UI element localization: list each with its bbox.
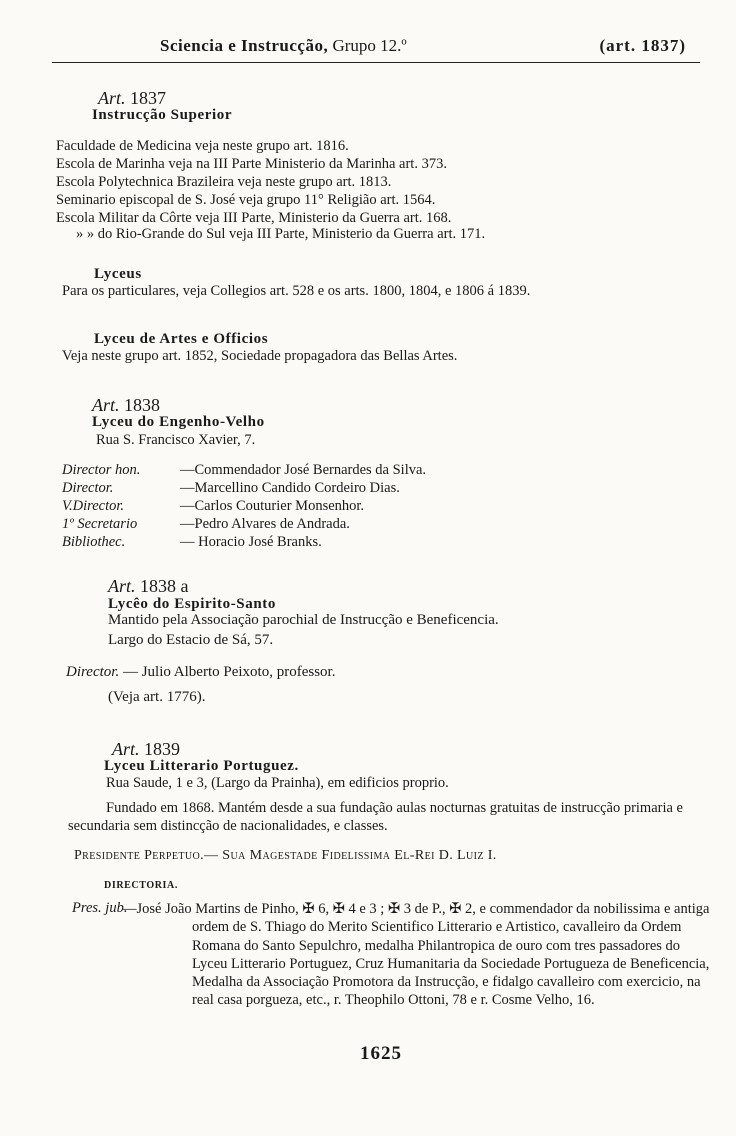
see-reference: (Veja art. 1776). (108, 689, 206, 705)
list-item: » » do Rio-Grande do Sul veja III Parte, Ministerio da Guerra art. 171. (76, 226, 486, 242)
address: Largo do Estacio de Sá, 57. (108, 632, 274, 648)
header-article: (art. 1837) (599, 36, 686, 55)
art-label: Art. (98, 88, 126, 108)
director-list (62, 462, 426, 552)
section-title-lyceus: Lyceus (94, 266, 142, 282)
art-1839-heading (112, 739, 180, 760)
art-number: 1838 a (140, 576, 189, 596)
director-row (62, 498, 426, 516)
list-item: Seminario episcopal de S. José veja grupo 11° Religião art. 1564. (56, 192, 436, 208)
art-label: Art. (108, 576, 136, 596)
director-line (66, 664, 335, 681)
art-1838a-heading (108, 576, 189, 597)
director-row (62, 516, 426, 534)
section-title-instrucao: Instrucção Superior (92, 107, 233, 123)
artes-text: Veja neste grupo art. 1852, Sociedade propagadora das Bellas Artes. (62, 348, 458, 364)
pres-jub-text: —José João Martins de Pinho, ✠ 6, ✠ 4 e 3 ; ✠ 3 de P., ✠ 2, e commendador da nobilissima e antiga ordem de S. Thiago do Merito Scientifico Litterario e Artistico, cavalleiro da Ordem Romana do Santo Sepulchro, medalha Philantropica de ouro com tres passadores do Lyceu Litterario Portuguez, Cruz Humanitaria da Sociedade Portugueza de Beneficencia, Medalha da Associação Promotora da Instrucção, e fidalgo cavalleiro com exercicio, na real casa porgueza, etc., r. Theophilo Ottoni, 78 e r. Cosme Velho, 16. (122, 901, 710, 1009)
art-number: 1838 (124, 395, 161, 415)
section-title-espirito-santo: Lycêo do Espirito-Santo (108, 596, 276, 612)
director-role: Director. (62, 480, 114, 496)
list-item: Escola Polytechnica Brazileira veja neste grupo art. 1813. (56, 174, 392, 190)
section-title-engenho-velho: Lyceu do Engenho-Velho (92, 414, 265, 430)
lyceus-text: Para os particulares, veja Collegios art. 528 e os arts. 1800, 1804, e 1806 á 1839. (62, 283, 531, 299)
art-number: 1837 (130, 88, 167, 108)
maintained-by: Mantido pela Associação parochial de Instrucção e Beneficencia. (108, 612, 499, 628)
address: Rua S. Francisco Xavier, 7. (96, 432, 256, 448)
directoria-label: DIRECTORIA. (104, 880, 178, 891)
director-role: Bibliothec. (62, 534, 126, 550)
section-title-litterario: Lyceu Litterario Portuguez. (104, 758, 299, 774)
header-rule (52, 62, 700, 63)
director-row (62, 534, 426, 552)
art-1837-heading (98, 88, 166, 109)
director-name: —Carlos Couturier Monsenhor. (180, 498, 365, 514)
running-header (160, 36, 700, 56)
director-role: V.Director. (62, 498, 125, 514)
director-row (62, 480, 426, 498)
header-section: Sciencia e Instrucção, (160, 36, 329, 55)
art-label: Art. (112, 739, 140, 759)
director-name: — Horacio José Branks. (180, 534, 322, 550)
address: Rua Saude, 1 e 3, (Largo da Prainha), em edificios proprio. (106, 775, 449, 791)
list-item: Escola de Marinha veja na III Parte Ministerio da Marinha art. 373. (56, 156, 447, 172)
list-item: Faculdade de Medicina veja neste grupo art. 1816. (56, 138, 349, 154)
director-name: —Commendador José Bernardes da Silva. (180, 462, 427, 478)
director-role: Director. (66, 664, 120, 680)
art-label: Art. (92, 395, 120, 415)
director-name: —Pedro Alvares de Andrada. (180, 516, 350, 532)
director-role: 1º Secretario (62, 516, 138, 532)
director-role: Director hon. (62, 462, 141, 478)
director-name: — Julio Alberto Peixoto, professor. (122, 664, 336, 680)
art-1838-heading (92, 395, 160, 416)
section-title-artes: Lyceu de Artes e Officios (94, 331, 269, 347)
director-name: —Marcellino Candido Cordeiro Dias. (180, 480, 400, 496)
president-line: Presidente Perpetuo.— Sua Magestade Fidelissima El-Rei D. Luiz I. (74, 848, 497, 863)
art-number: 1839 (144, 739, 181, 759)
page-number: 1625 (360, 1043, 402, 1064)
list-item: Escola Militar da Côrte veja III Parte, Ministerio da Guerra art. 168. (56, 210, 452, 226)
header-group: Grupo 12.º (332, 36, 407, 55)
pres-jub-role: Pres. jub. (72, 900, 128, 916)
director-row (62, 462, 426, 480)
founded-paragraph: Fundado em 1868. Mantém desde a sua fundação aulas nocturnas gratuitas de instrucção primaria e secundaria sem distincção de nacionalidades, e classes. (68, 800, 683, 835)
